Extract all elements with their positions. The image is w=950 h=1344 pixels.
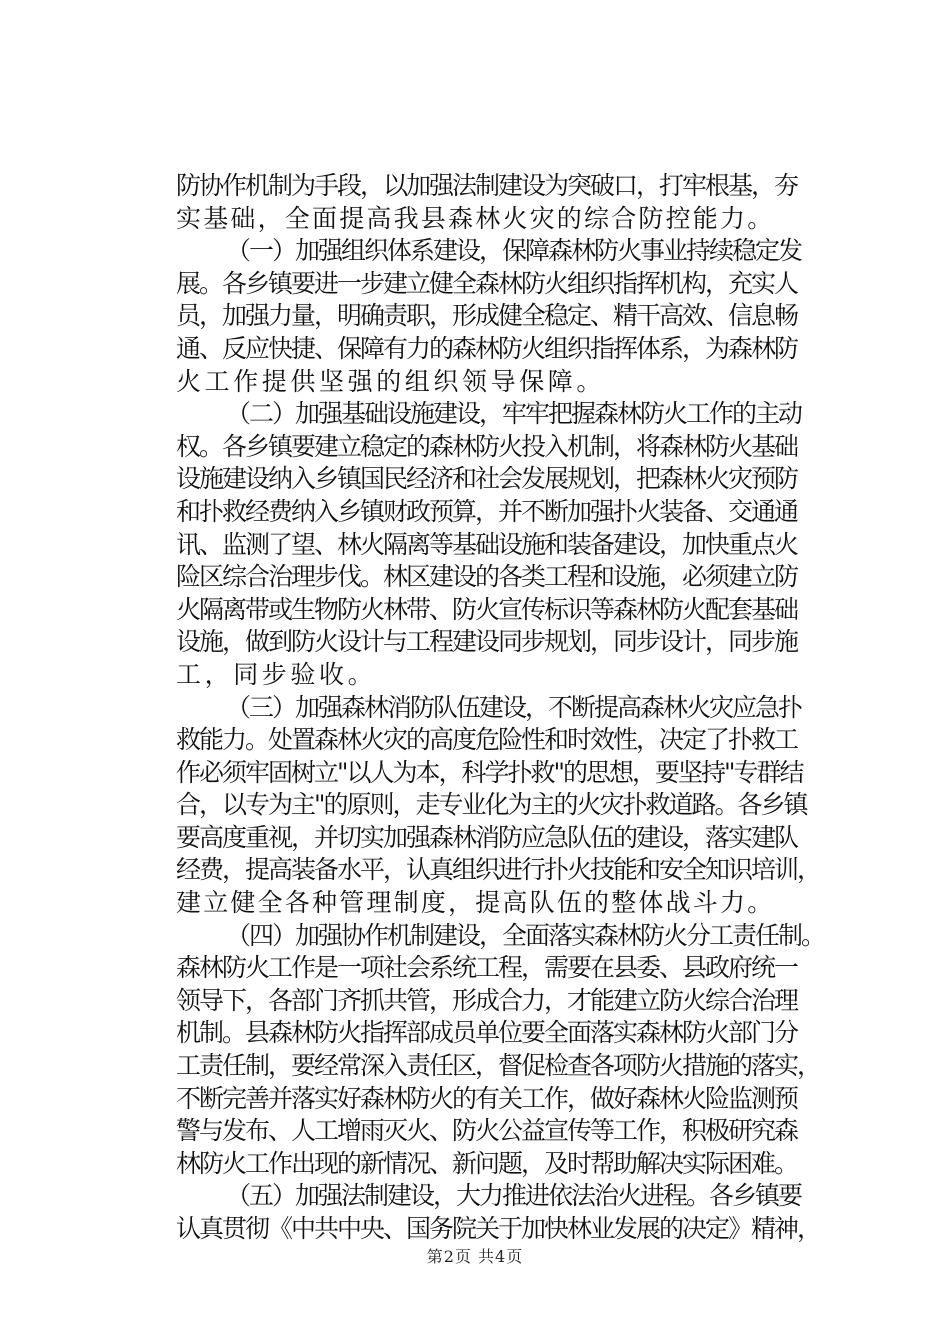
paragraph-heading-4: （四）加强协作机制建设，全面落实森林防火分工责任制。 — [226, 920, 825, 950]
document-body — [176, 170, 825, 1246]
page-number-footer: 第2页 共4页 — [426, 1247, 524, 1266]
text-line: 和扑救经费纳入乡镇财政预算，并不断加强扑火装备、交通通 — [176, 496, 798, 526]
text-line: 领导下，各部门齐抓共管，形成合力，才能建立防火综合治理 — [176, 985, 798, 1015]
text-line: 林防火工作出现的新情况、新问题，及时帮助解决实际困难。 — [176, 1148, 798, 1178]
text-line: 权。各乡镇要建立稳定的森林防火投入机制，将森林防火基础 — [176, 431, 798, 461]
text-line: 不断完善并落实好森林防火的有关工作，做好森林火险监测预 — [176, 1083, 798, 1113]
text-line: 认真贯彻《中共中央、国务院关于加快林业发展的决定》精神， — [176, 1214, 821, 1243]
text-line: 作必须牢固树立"以人为本，科学扑救"的思想，要坚持"专群结 — [176, 757, 803, 787]
text-line: 警与发布、人工增雨灭火、防火公益宣传等工作，积极研究森 — [176, 1116, 798, 1146]
text-line: 实基础，全面提高我县森林火灾的综合防控能力。 — [176, 203, 775, 233]
paragraph-heading-2: （二）加强基础设施建设，牢牢把握森林防火工作的主动 — [226, 399, 802, 429]
text-line: 森林防火工作是一项社会系统工程，需要在县委、县政府统一 — [176, 953, 798, 983]
text-line: 讯、监测了望、林火隔离等基础设施和装备建设，加快重点火 — [176, 529, 798, 559]
text-line: 险区综合治理步伐。林区建设的各类工程和设施，必须建立防 — [176, 562, 798, 592]
paragraph-heading-3: （三）加强森林消防队伍建设，不断提高森林火灾应急扑 — [226, 692, 802, 722]
text-line: 建立健全各种管理制度，提高队伍的整体战斗力。 — [176, 888, 775, 918]
text-line: 要高度重视，并切实加强森林消防应急队伍的建设，落实建队 — [176, 822, 798, 852]
text-line: 通、反应快捷、保障有力的森林防火组织指挥体系，为森林防 — [176, 333, 798, 363]
text-line: 展。各乡镇要进一步建立健全森林防火组织指挥机构，充实人 — [176, 268, 798, 298]
text-line: 经费，提高装备水平，认真组织进行扑火技能和安全知识培训， — [176, 855, 821, 885]
text-line: 设施建设纳入乡镇国民经济和社会发展规划，把森林火灾预防 — [176, 464, 798, 494]
text-line: 工，同步验收。 — [176, 659, 377, 689]
paragraph-heading-5: （五）加强法制建设，大力推进依法治火进程。各乡镇要 — [226, 1181, 802, 1211]
text-line: 机制。县森林防火指挥部成员单位要全面落实森林防火部门分 — [176, 1018, 798, 1048]
text-line: 工责任制，要经常深入责任区，督促检查各项防火措施的落实， — [176, 1051, 821, 1081]
text-line: 救能力。处置森林火灾的高度危险性和时效性，决定了扑救工 — [176, 725, 798, 755]
text-line: 设施，做到防火设计与工程建设同步规划，同步设计，同步施 — [176, 627, 798, 657]
text-line: 防协作机制为手段，以加强法制建设为突破口，打牢根基，夯 — [176, 171, 798, 200]
text-line: 合，以专为主"的原则，走专业化为主的火灾扑救道路。各乡镇 — [176, 790, 807, 820]
text-line: 火工作提供坚强的组织领导保障。 — [176, 366, 606, 396]
text-line: 员，加强力量，明确责职，形成健全稳定、精干高效、信息畅 — [176, 301, 798, 331]
text-line: 火隔离带或生物防火林带、防火宣传标识等森林防火配套基础 — [176, 594, 798, 624]
paragraph-heading-1: （一）加强组织体系建设，保障森林防火事业持续稳定发 — [226, 236, 802, 266]
